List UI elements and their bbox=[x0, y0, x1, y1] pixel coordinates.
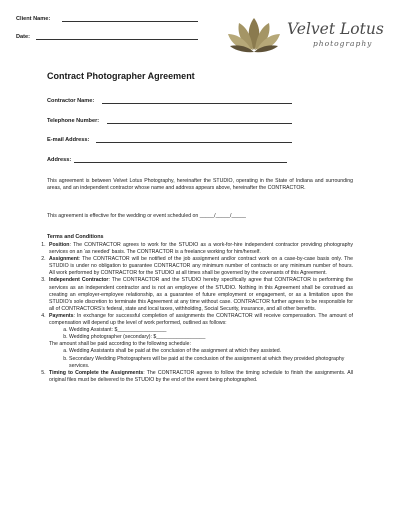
contractor-name-label: Contractor Name: bbox=[47, 98, 95, 104]
telephone-label: Telephone Number: bbox=[47, 118, 100, 124]
payment-schedule-photographer: b. Secondary Wedding Photographers will be paid at the conclusion of the assignment at which they provided photography services. bbox=[69, 356, 353, 370]
payment-schedule-intro: The amount shall be paid according to the following schedule: bbox=[49, 341, 191, 348]
term-payments bbox=[47, 313, 353, 370]
term-timing bbox=[47, 370, 353, 384]
intro-paragraph: This agreement is between Velvet Lotus Photography, hereinafter the STUDIO, operating in the State of Indiana and surrounding areas, and an independent contractor whose name and address appears above, hereinafter the CONTRACTOR. bbox=[47, 178, 353, 192]
term-assignment-heading: Assignment bbox=[49, 256, 79, 263]
payment-schedule-assistant: a. Wedding Assistants shall be paid at the conclusion of the assignment at which they assisted. bbox=[69, 348, 353, 355]
brand-name: Velvet Lotus bbox=[287, 20, 384, 38]
date-line[interactable] bbox=[36, 39, 198, 40]
lotus-flower-icon bbox=[226, 16, 282, 54]
terms-list bbox=[31, 242, 353, 384]
effective-date-line: This agreement is effective for the wedding or event scheduled on _____/_____/_____ bbox=[47, 213, 246, 219]
payment-schedule-list bbox=[49, 348, 353, 369]
payment-rate-assistant: a. Wedding Assistant: $_________________ bbox=[69, 327, 353, 334]
client-name-label: Client Name: bbox=[16, 16, 51, 22]
telephone-line[interactable] bbox=[107, 123, 292, 124]
term-position-heading: Position bbox=[49, 242, 70, 248]
term-timing-text: : The CONTRACTOR agrees to follow the timing schedule to finish the assignments. All original files must be delivered to the STUDIO by the end of the event being photographed. bbox=[49, 369, 353, 383]
term-assignment-text: : The CONTRACTOR will be notified of the job assignment and/or contract work on a case-by-case basis only. The STUDIO is under no obligation to guarantee CONTRACTOR any minimum number of contracts or any minimum number of hours. All work performed by CONTRACTOR for the STUDIO at all times shall be governed by the covenants of this Agreement. bbox=[49, 256, 353, 277]
email-line[interactable] bbox=[96, 142, 292, 143]
term-position bbox=[47, 242, 353, 256]
brand-tagline: photography bbox=[313, 39, 373, 48]
page-title: Contract Photographer Agreement bbox=[47, 71, 195, 81]
address-line[interactable] bbox=[74, 162, 287, 163]
date-label: Date: bbox=[16, 34, 30, 40]
term-independent-contractor-heading: Independent Contractor bbox=[49, 277, 109, 284]
payment-rate-photographer: b. Wedding photographer (secondary): $_________________ bbox=[69, 334, 353, 341]
client-name-line[interactable] bbox=[62, 21, 198, 22]
term-payments-heading: Payments bbox=[49, 312, 74, 319]
term-independent-contractor bbox=[47, 277, 353, 312]
term-timing-heading: Timing to Complete the Assignments bbox=[49, 369, 144, 376]
email-label: E-mail Address: bbox=[47, 137, 90, 143]
address-label: Address: bbox=[47, 157, 72, 163]
payment-rates-list bbox=[49, 327, 353, 341]
terms-heading: Terms and Conditions bbox=[47, 234, 104, 240]
term-assignment bbox=[47, 256, 353, 277]
terms-list-container bbox=[31, 242, 353, 384]
term-position-text: : The CONTRACTOR agrees to work for the STUDIO as a work-for-hire independent contractor providing photography services on an ‘as needed’ basis. The CONTRACTOR is a freelance working for him/herself. bbox=[49, 242, 353, 256]
term-payments-text: : In exchange for successful completion of assignments the CONTRACTOR will receive compensation. The amount of compensation will depend up the level of work performed, outlined as follows: bbox=[49, 312, 353, 327]
term-independent-contractor-text: : The CONTRACTOR and the STUDIO hereby specifically agree that CONTRACTOR is performing the services as an independent contractor and is not an employee of the STUDIO. Nothing in this Agreement shall be construed as creating an employer-employee relationship, as a guarantee of future employment or engagement, or as a limitation upon the STUDIO’s sole discretion to terminate this Agreement at any time without case. CONTRACTOR further agrees to be responsible for all of CONTRACTORS’s federal, state and local taxes, withholding, Social Security, insurance, and all other benefits. bbox=[49, 277, 353, 312]
contractor-name-line[interactable] bbox=[102, 103, 292, 104]
